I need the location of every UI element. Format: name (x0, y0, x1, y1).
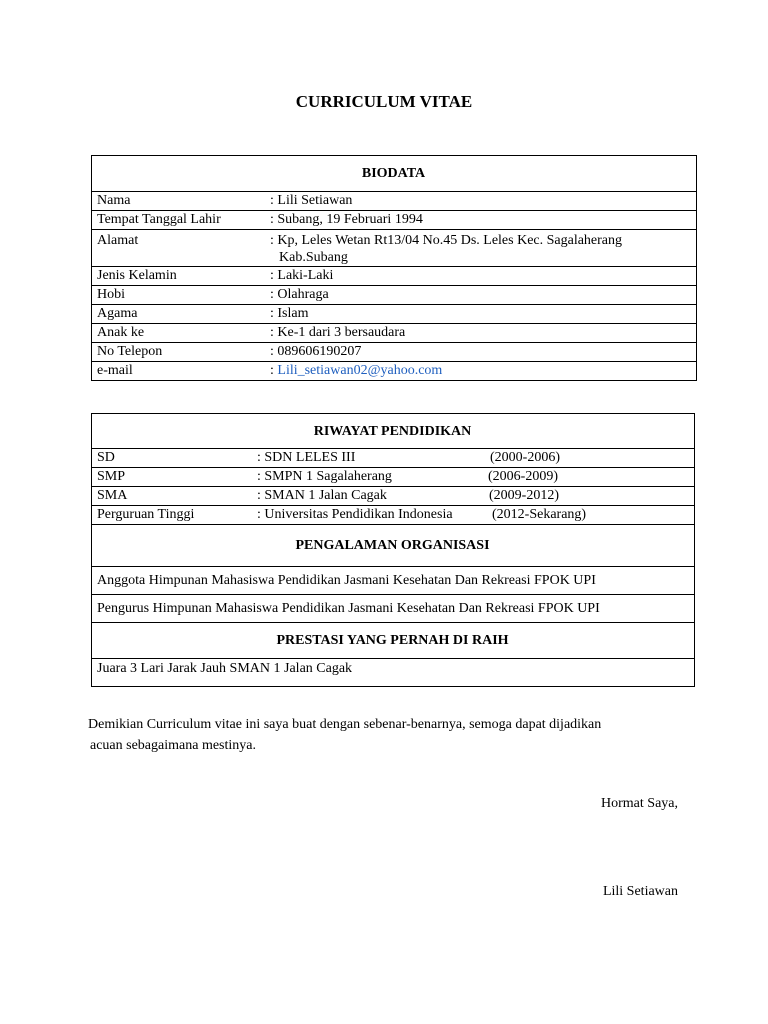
table-row (92, 595, 695, 623)
biodata-label-telepon: No Telepon (97, 344, 163, 359)
table-row (92, 192, 697, 211)
biodata-value-email (270, 362, 670, 379)
document-title: CURRICULUM VITAE (295, 92, 473, 111)
biodata-header: BIODATA (92, 156, 697, 192)
table-row (92, 506, 695, 525)
table-row (92, 487, 695, 506)
education-table (91, 413, 695, 687)
table-row (92, 286, 697, 305)
biodata-value-nama: : Lili Setiawan (270, 193, 353, 208)
signature-name: Lili Setiawan (602, 884, 678, 899)
organization-item: Pengurus Himpunan Mahasiswa Pendidikan Jasmani Kesehatan Dan Rekreasi FPOK UPI (92, 595, 695, 623)
biodata-value-agama: : Islam (270, 306, 309, 321)
email-colon: : (270, 363, 278, 378)
organization-header: PENGALAMAN ORGANISASI (92, 525, 695, 567)
edu-label-pt: Perguruan Tinggi (97, 507, 195, 522)
table-row (92, 362, 697, 381)
biodata-value-hobi: : Olahraga (270, 287, 329, 302)
biodata-label-hobi: Hobi (97, 287, 125, 302)
biodata-label-email: e-mail (97, 363, 133, 378)
achievement-item: Juara 3 Lari Jarak Jauh SMAN 1 Jalan Cagak (92, 659, 695, 687)
table-row (92, 211, 697, 230)
address-line-2: Kab.Subang (279, 250, 348, 265)
edu-school-smp: : SMPN 1 Sagalaherang (257, 469, 392, 484)
biodata-value-gender: : Laki-Laki (270, 268, 334, 283)
organization-item: Anggota Himpunan Mahasiswa Pendidikan Jasmani Kesehatan Dan Rekreasi FPOK UPI (92, 567, 695, 595)
achievements-header: PRESTASI YANG PERNAH DI RAIH (92, 623, 695, 659)
table-row (92, 468, 695, 487)
biodata-label-nama: Nama (97, 193, 131, 208)
table-row (92, 567, 695, 595)
edu-years-smp: (2006-2009) (488, 469, 558, 484)
edu-years-sma: (2009-2012) (489, 488, 559, 503)
biodata-value-alamat (270, 232, 670, 266)
biodata-label-agama: Agama (97, 306, 138, 321)
address-line-1: : Kp, Leles Wetan Rt13/04 No.45 Ds. Leles Kec. Sagalaherang (270, 233, 623, 248)
closing-line-1: Demikian Curriculum vitae ini saya buat dengan sebenar-benarnya, semoga dapat dijadikan (88, 717, 602, 732)
biodata-value-ttl: : Subang, 19 Februari 1994 (270, 212, 423, 227)
edu-label-sma: SMA (97, 488, 128, 503)
table-row (92, 659, 695, 687)
closing-paragraph (88, 714, 668, 756)
edu-years-sd: (2000-2006) (490, 450, 560, 465)
table-row (92, 324, 697, 343)
table-row (92, 343, 697, 362)
table-row (92, 267, 697, 286)
biodata-value-anak: : Ke-1 dari 3 bersaudara (270, 325, 406, 340)
biodata-label-anak: Anak ke (97, 325, 145, 340)
table-row (92, 449, 695, 468)
signature-greeting: Hormat Saya, (601, 796, 678, 811)
edu-years-pt: (2012-Sekarang) (492, 507, 587, 522)
biodata-label-alamat: Alamat (97, 233, 139, 248)
edu-label-sd: SD (97, 450, 115, 465)
table-row (92, 230, 697, 267)
biodata-label-ttl: Tempat Tanggal Lahir (97, 212, 221, 227)
table-row (92, 305, 697, 324)
edu-school-sma: : SMAN 1 Jalan Cagak (257, 488, 387, 503)
biodata-table (91, 155, 697, 381)
edu-school-pt: : Universitas Pendidikan Indonesia (257, 507, 453, 522)
biodata-label-gender: Jenis Kelamin (97, 268, 177, 283)
edu-label-smp: SMP (97, 469, 126, 484)
edu-school-sd: : SDN LELES III (257, 450, 356, 465)
closing-line-2: acuan sebagaimana mestinya. (90, 738, 256, 753)
education-header: RIWAYAT PENDIDIKAN (92, 414, 695, 449)
biodata-value-telepon: : 089606190207 (270, 344, 362, 359)
email-link[interactable]: Lili_setiawan02@yahoo.com (277, 363, 443, 378)
